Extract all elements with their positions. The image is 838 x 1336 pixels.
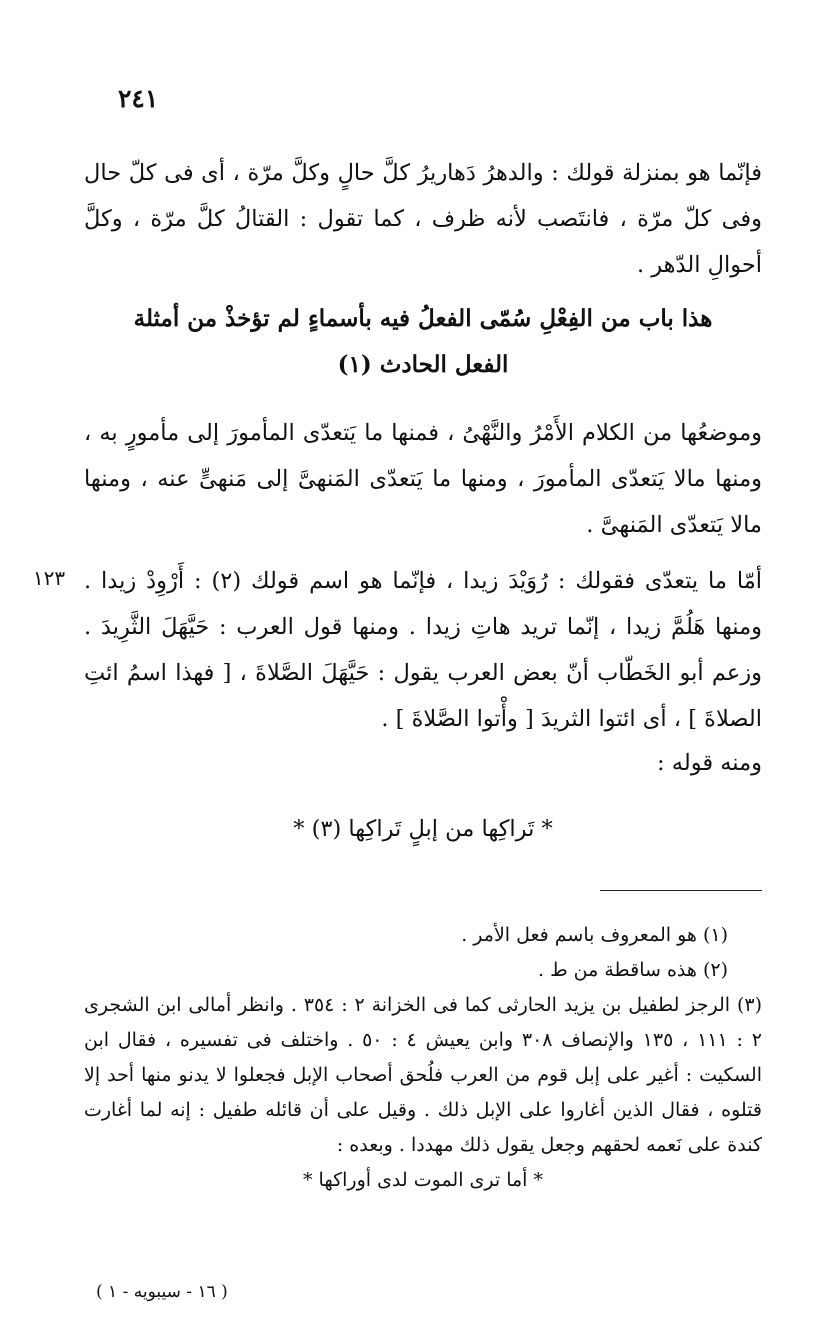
footnotes [84, 918, 762, 1198]
footnote-2: (٢) هذه ساقطة من ط . [537, 959, 728, 981]
page-number: ٢٤١ [118, 84, 159, 113]
footnote-divider [600, 890, 762, 891]
signature-mark: ( ١٦ - سيبويه - ١ ) [96, 1282, 228, 1302]
paragraph-4 [84, 740, 762, 786]
chapter-heading [84, 296, 762, 388]
heading-line-2: الفعل الحادث (١) [337, 351, 509, 378]
margin-reference-number: ١٢٣ [32, 566, 66, 590]
paragraph-4-text: ومنه قوله : [657, 750, 762, 776]
footnote-3-verse: * أما ترى الموت لدى أوراكها * [302, 1169, 543, 1191]
footnote-3: (٣) الرجز لطفيل بن يزيد الحارثى كما فى الخزانة ٢ : ٣٥٤ . وانظر أمالى ابن الشجرى ٢ : ١١١ ، ١٣٥ والإنصاف ٣٠٨ وابن يعيش ٤ : ٥٠ . واختلف فى تفسيره ، فقال ابن السكيت : أغير على إبل قوم من العرب فلُحق أصحاب الإبل فجعلوا لا يدنو منها أحد إلا قتلوه ، فقال الذين أغاروا على الإبل ذلك . وقيل على أن قائله طفيل : إنه لما أغارت كندة على نَعمه لحقهم وجعل يقول ذلك مهددا . وبعده : [84, 994, 762, 1156]
paragraph-3-text: أمّا ما يتعدّى فقولك : رُوَيْدَ زيدا ، فإنّما هو اسم قولك (٢) : أَرْوِدْ زيدا . ومنها هَلُمَّ زيدا ، إنّما تريد هاتِ زيدا . ومنها قول العرب : حَيَّهَلَ الثَّرِيدَ . وزعم أبو الخَطّاب أنّ بعض العرب يقول : حَيَّهَلَ الصَّلاةَ ، [ فهذا اسمُ ائتِ الصلاةَ ] ، أى ائتوا الثريدَ [ وأْتوا الصَّلاةَ ] . [84, 568, 762, 732]
footnote-1: (١) هو المعروف باسم فعل الأمر . [461, 924, 728, 946]
paragraph-3 [84, 558, 762, 742]
paragraph-2-text: وموضعُها من الكلام الأَمْرُ والنَّهْىُ ، فمنها ما يَتعدّى المأمورَ إلى مأمورٍ به ، ومنها مالا يَتعدّى المأمورَ ، ومنها ما يَتعدّى المَنهىَّ إلى مَنهىٍّ عنه ، ومنها مالا يَتعدّى المَنهىَّ . [84, 420, 762, 538]
heading-line-1: هذا باب من الفِعْلِ سُمّى الفعلُ فيه بأسماءٍ لم تؤخذْ من أمثلة [133, 305, 713, 332]
paragraph-1 [84, 150, 762, 288]
verse-line: * تَراكِها من إبلٍ تَراكِها (٣) * [293, 816, 553, 842]
paragraph-1-text: فإنّما هو بمنزلة قولك : والدهرُ دَهاريرُ كلَّ حالٍ وكلَّ مرّة ، أى فى كلّ حال وفى كلّ مرّة ، فانتَصب لأنه ظرف ، كما تقول : القتالُ كلَّ مرّة ، وكلَّ أحوالِ الدّهر . [84, 160, 762, 278]
paragraph-2 [84, 410, 762, 548]
